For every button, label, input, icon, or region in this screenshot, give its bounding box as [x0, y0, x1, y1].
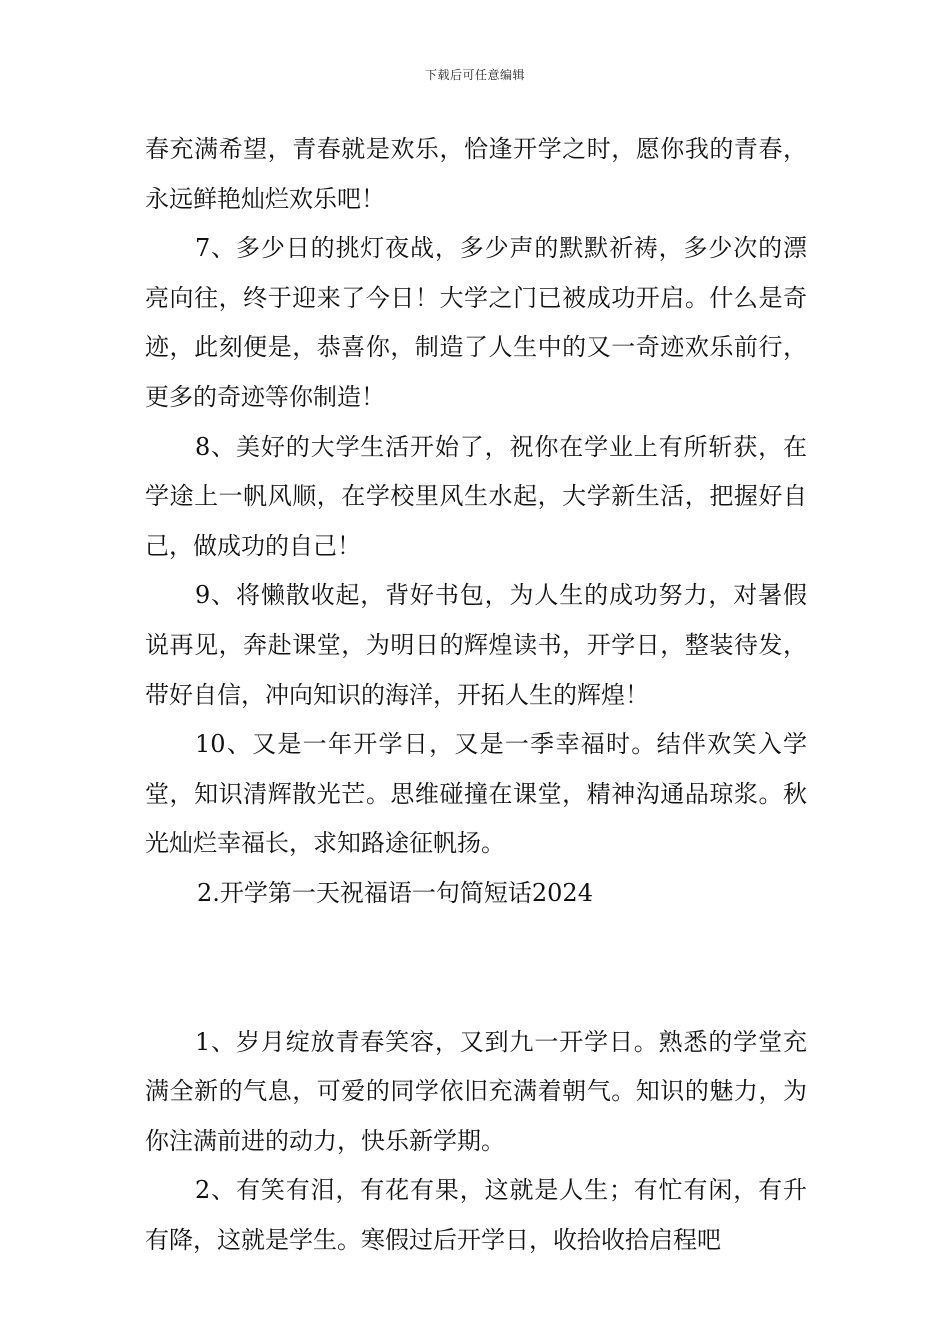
page-header-note: 下载后可任意编辑 — [424, 68, 525, 82]
document-body — [145, 125, 807, 1265]
paragraph-8: 8、美好的大学生活开始了，祝你在学业上有所斩获，在学途上一帆风顺，在学校里风生水起，大学新生活，把握好自己，做成功的自己！ — [145, 432, 807, 560]
section-2-heading: 2.开学第一天祝福语一句简短话2024 — [197, 878, 593, 907]
paragraph-10: 10、又是一年开学日，又是一季幸福时。结伴欢笑入学堂，知识清辉散光芒。思维碰撞在课堂，精神沟通品琼浆。秋光灿烂幸福长，求知路途征帆扬。 — [145, 730, 807, 858]
section-2-paragraph-1: 1、岁月绽放青春笑容，又到九一开学日。熟悉的学堂充满全新的气息，可爱的同学依旧充满着朝气。知识的魅力，为你注满前进的动力，快乐新学期。 — [145, 1027, 807, 1155]
paragraph-7: 7、多少日的挑灯夜战，多少声的默默祈祷，多少次的漂亮向往，终于迎来了今日！大学之门已被成功开启。什么是奇迹，此刻便是，恭喜你，制造了人生中的又一奇迹欢乐前行，更多的奇迹等你制造！ — [145, 234, 807, 411]
section-2-paragraph-2: 2、有笑有泪，有花有果，这就是人生；有忙有闲，有升有降，这就是学生。寒假过后开学日，收拾收拾启程吧 — [145, 1176, 807, 1254]
paragraph-6-continuation: 春充满希望，青春就是欢乐，恰逢开学之时，愿你我的青春，永远鲜艳灿烂欢乐吧！ — [145, 135, 807, 213]
paragraph-9: 9、将懒散收起，背好书包，为人生的成功努力，对暑假说再见，奔赴课堂，为明日的辉煌读书，开学日，整装待发，带好自信，冲向知识的海洋，开拓人生的辉煌！ — [145, 581, 807, 709]
